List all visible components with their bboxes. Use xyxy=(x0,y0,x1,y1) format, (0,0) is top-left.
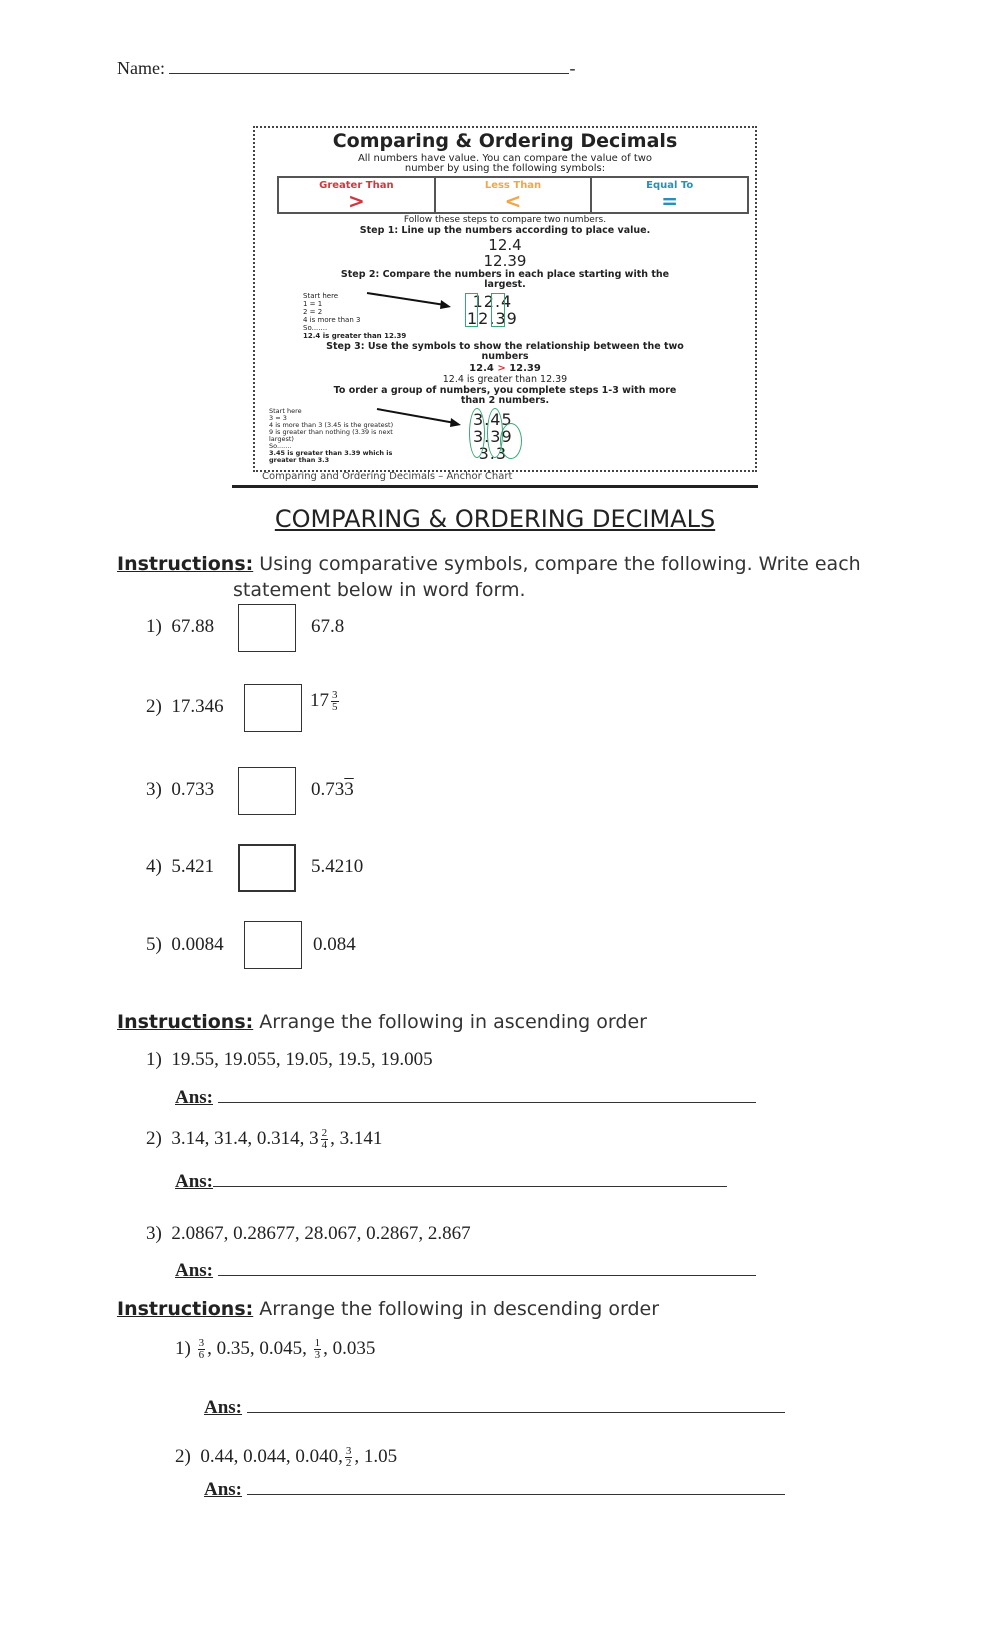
descending-answer-1[interactable]: Ans: xyxy=(204,1397,785,1419)
compare-item-1: 1) 67.88 xyxy=(146,616,215,637)
step-2: Step 2: Compare the numbers in each place starting with the largest. xyxy=(340,269,670,290)
ascending-answer-2[interactable]: Ans: xyxy=(175,1171,727,1193)
answer-box-5[interactable] xyxy=(244,921,302,969)
greater-than-cell: Greater Than > xyxy=(279,178,436,212)
name-field[interactable] xyxy=(117,58,575,79)
compare-right-2: 17 $\frac{3}{5}$ xyxy=(310,689,338,714)
step-3: Step 3: Use the symbols to show the relationship between the two numbers xyxy=(326,341,684,362)
compare-right-1: 67.8 xyxy=(311,616,345,637)
divider xyxy=(232,485,758,488)
symbol-table xyxy=(277,176,749,214)
compare-right-5: 0.084 xyxy=(313,934,356,955)
ascending-answer-1[interactable]: Ans: xyxy=(175,1087,756,1109)
compare-item-5: 5) 0.0084 xyxy=(146,934,224,955)
order-instructions: To order a group of numbers, you complete steps 1-3 with more than 2 numbers. xyxy=(333,385,677,406)
compare-item-2: 2) 17.346 xyxy=(146,696,224,717)
step3-relationship: 12.4 > 12.39 xyxy=(469,363,541,374)
chart-intro: All numbers have value. You can compare the value of two number by using the following symbols: xyxy=(357,153,653,174)
descending-item-1: 1) $\frac{3}{6}$ , 0.35, 0.045, $\frac{1}{3}$ , 0.035 xyxy=(175,1337,376,1362)
ascending-instructions: Instructions: Arrange the following in ascending order xyxy=(117,1011,647,1033)
arrow-icon xyxy=(375,407,465,429)
worksheet-title: COMPARING & ORDERING DECIMALS xyxy=(274,505,716,533)
ascending-item-1: 1) 19.55, 19.055, 19.05, 19.5, 19.005 xyxy=(146,1049,433,1070)
compare-right-3: 0.733 xyxy=(311,779,354,800)
descending-answer-2[interactable]: Ans: xyxy=(204,1479,785,1501)
name-line[interactable] xyxy=(169,58,569,74)
step1-numbers: 12.4 12.39 xyxy=(483,236,527,270)
less-than-cell: Less Than < xyxy=(436,178,593,212)
step2-aligned-numbers: 12.4 12.39 xyxy=(467,292,518,328)
ascending-answer-3[interactable]: Ans: xyxy=(175,1260,756,1282)
descending-item-2: 2) 0.44, 0.044, 0.040, $\frac{3}{2}$ , 1.05 xyxy=(175,1445,398,1470)
chart-title: Comparing & Ordering Decimals xyxy=(332,130,678,152)
name-label: Name: xyxy=(117,58,165,78)
answer-box-1[interactable] xyxy=(238,604,296,652)
ascending-item-3: 3) 2.0867, 0.28677, 28.067, 0.2867, 2.867 xyxy=(146,1223,471,1244)
descending-instructions: Instructions: Arrange the following in descending order xyxy=(117,1298,660,1320)
equal-to-cell: Equal To = xyxy=(646,180,694,213)
name-suffix: - xyxy=(569,58,576,78)
step3-words: 12.4 is greater than 12.39 xyxy=(442,374,568,385)
follow-text: Follow these steps to compare two numbers. xyxy=(403,215,607,225)
answer-box-3[interactable] xyxy=(238,767,296,815)
order-aligned-numbers: 3.45 3.39 3.3 xyxy=(473,411,513,462)
compare-item-3: 3) 0.733 xyxy=(146,779,215,800)
compare-right-4: 5.4210 xyxy=(311,856,364,877)
compare-item-4: 4) 5.421 xyxy=(146,856,215,877)
anchor-chart xyxy=(253,126,757,472)
compare-instructions: Instructions: Using comparative symbols, compare the following. Write each statement below in word form. xyxy=(117,553,861,601)
arrow-icon xyxy=(365,291,455,311)
step-1: Step 1: Line up the numbers according to place value. xyxy=(359,225,651,236)
ascending-item-2: 2) 3.14, 31.4, 0.314, 3 $\frac{2}{4}$ , 3.141 xyxy=(146,1127,383,1152)
step2-notes: Start here 1 = 1 2 = 2 4 is more than 3 So....... 12.4 is greater than 12.39 xyxy=(303,292,407,340)
order-notes: Start here 3 = 3 4 is more than 3 (3.45 is the greatest) 9 is greater than nothing (3.39 is next largest) So....... 3.45 is greater than 3.39 which is greater than 3.3 xyxy=(269,407,394,464)
answer-box-4[interactable] xyxy=(238,844,296,892)
chart-caption: Comparing and Ordering Decimals – Anchor Chart xyxy=(262,471,513,482)
answer-box-2[interactable] xyxy=(244,684,302,732)
